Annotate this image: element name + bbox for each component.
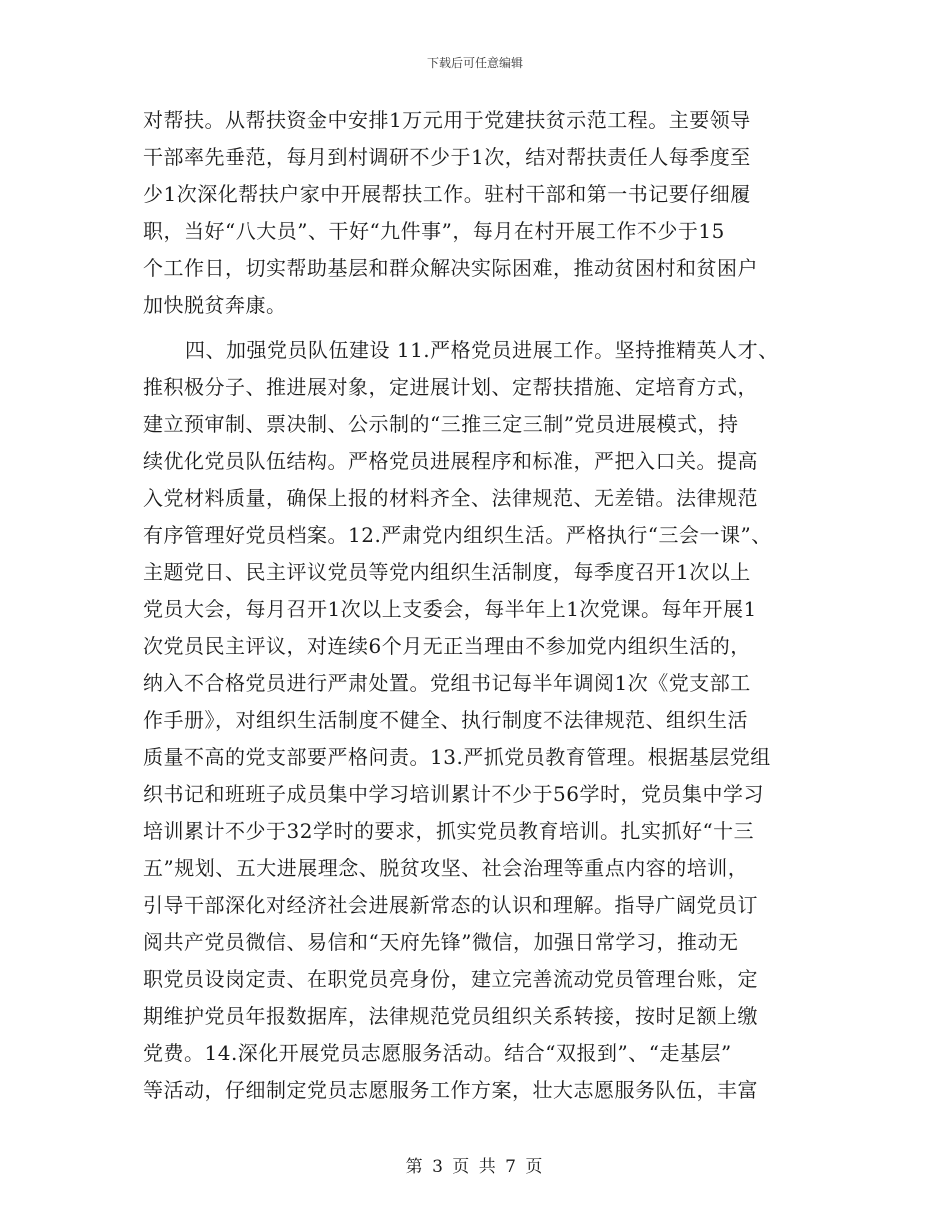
text-line: 少1次深化帮扶户家中开展帮扶工作。驻村干部和第一书记要仔细履 (143, 182, 751, 206)
text-line: 培训累计不少于32学时的要求，抓实党员教育培训。扎实抓好“十三 (143, 819, 755, 843)
text-line: 有序管理好党员档案。12.严肃党内组织生活。严格执行“三会一课”、 (143, 523, 772, 547)
page-number: 第 3 页 共 7 页 (405, 1157, 545, 1177)
text-line: 加快脱贫奔康。 (143, 293, 287, 317)
text-line: 阅共产党员微信、易信和“天府先锋”微信，加强日常学习，推动无 (143, 930, 739, 954)
text-line: 次党员民主评议，对连续6个月无正当理由不参加党内组织生活的， (143, 634, 751, 658)
text-line: 职，当好“八大员”、干好“九件事”，每月在村开展工作不少于15 (143, 219, 725, 243)
text-line: 入党材料质量，确保上报的材料齐全、法律规范、无差错。法律规范 (143, 486, 758, 510)
paragraph (143, 102, 811, 324)
document-body (143, 102, 811, 1109)
text-line: 推积极分子、推进展对象，定进展计划、定帮扶措施、定培育方式， (143, 375, 758, 399)
text-line: 引导干部深化对经济社会进展新常态的认识和理解。指导广阔党员订 (143, 893, 758, 917)
text-line: 纳入不合格党员进行严肃处置。党组书记每半年调阅1次《党支部工 (143, 671, 751, 695)
text-line: 续优化党员队伍结构。严格党员进展程序和标准，严把入口关。提高 (143, 449, 758, 473)
text-line: 对帮扶。从帮扶资金中安排1万元用于党建扶贫示范工程。主要领导 (143, 108, 751, 132)
text-line: 建立预审制、票决制、公示制的“三推三定三制”党员进展模式，持 (143, 412, 739, 436)
text-line: 作手册》，对组织生活制度不健全、执行制度不法律规范、组织生活 (143, 708, 748, 732)
text-line: 党员大会，每月召开1次以上支委会，每半年上1次党课。每年开展1 (143, 597, 757, 621)
text-line: 干部率先垂范，每月到村调研不少于1次，结对帮扶责任人每季度至 (143, 145, 751, 169)
text-line: 个工作日，切实帮助基层和群众解决实际困难，推动贫困村和贫困户 (143, 256, 758, 280)
text-line: 四、加强党员队伍建设 11.严格党员进展工作。坚持推精英人才、 (185, 338, 779, 362)
text-line: 等活动，仔细制定党员志愿服务工作方案，壮大志愿服务队伍，丰富 (143, 1078, 758, 1102)
text-line: 职党员设岗定责、在职党员亮身份，建立完善流动党员管理台账，定 (143, 967, 758, 991)
page-header: 下载后可任意编辑 (426, 56, 523, 70)
text-line: 期维护党员年报数据库，法律规范党员组织关系转接，按时足额上缴 (143, 1004, 758, 1028)
text-line: 织书记和班班子成员集中学习培训累计不少于56学时，党员集中学习 (143, 782, 764, 806)
paragraph (143, 332, 811, 1109)
text-line: 党费。14.深化开展党员志愿服务活动。结合“双报到”、“走基层” (143, 1041, 732, 1065)
text-line: 主题党日、民主评议党员等党内组织生活制度，每季度召开1次以上 (143, 560, 751, 584)
text-line: 质量不高的党支部要严格问责。13.严抓党员教育管理。根据基层党组 (143, 745, 771, 769)
text-line: 五”规划、五大进展理念、脱贫攻坚、社会治理等重点内容的培训， (143, 856, 749, 880)
